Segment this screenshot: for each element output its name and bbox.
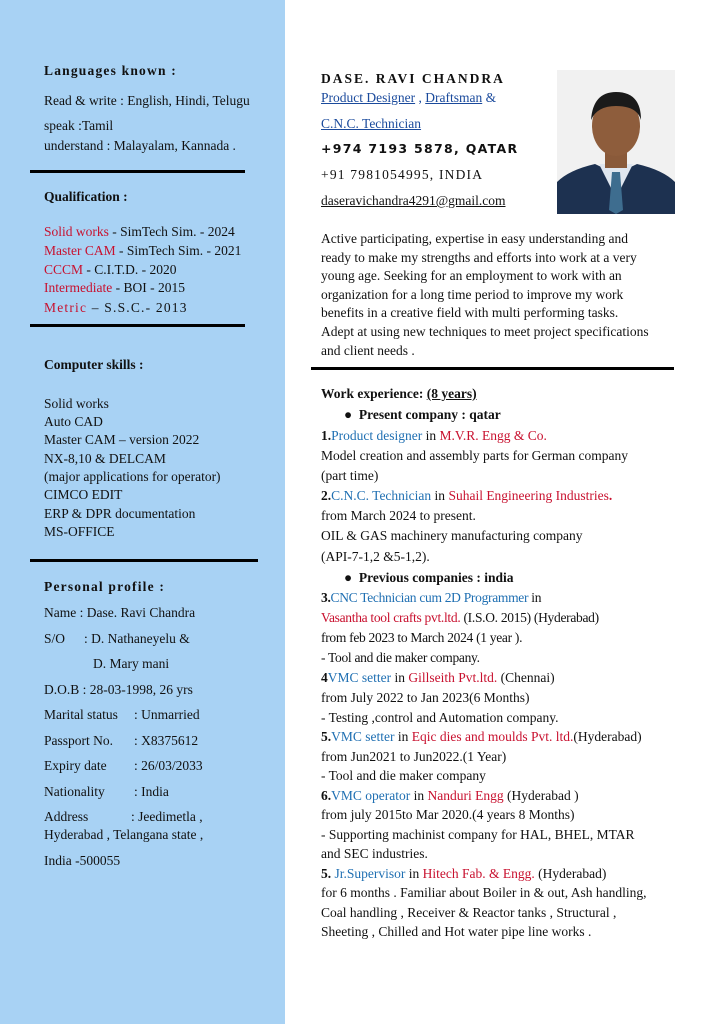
job-num: 5. xyxy=(321,866,335,881)
job-in: in xyxy=(391,670,409,685)
job-detail: and SEC industries. xyxy=(321,846,428,861)
summary-line: and client needs . xyxy=(321,343,415,358)
summary-line: Active participating, expertise in easy understanding and xyxy=(321,231,629,246)
job-detail: Sheeting , Chilled and Hot water pipe line works . xyxy=(321,924,592,939)
job-detail: from july 2015to Mar 2020.(4 years 8 Months) xyxy=(321,807,575,822)
job-company-line xyxy=(321,610,599,626)
job-detail: - Tool and die maker company. xyxy=(321,650,480,665)
languages-line: speak :Tamil xyxy=(44,118,114,133)
job-num: 6. xyxy=(321,788,332,803)
summary-line: ready to make my strengths and efforts into work at a very xyxy=(321,250,637,265)
job-location: (Hyderabad ) xyxy=(503,788,579,803)
job-title-line xyxy=(321,729,642,745)
qualification-label: CCCM xyxy=(44,262,84,277)
role-link[interactable]: C.N.C. Technician xyxy=(321,116,422,131)
job-detail: from March 2024 to present. xyxy=(321,508,476,523)
work-years: (8 years) xyxy=(426,386,477,401)
skill-item: CIMCO EDIT xyxy=(44,487,123,502)
job-role: Jr.Supervisor xyxy=(334,866,406,881)
profile-marital-label: Marital status xyxy=(44,707,118,722)
job-company: Suhail Engineering Industries xyxy=(448,488,609,503)
summary-line: Adept at using new techniques to meet project specifications xyxy=(321,324,649,339)
job-title-line xyxy=(321,590,541,606)
profile-photo xyxy=(557,70,675,214)
email-link[interactable]: daseravichandra4291@gmail.com xyxy=(321,193,506,208)
divider xyxy=(30,324,245,327)
job-detail: - Testing ,control and Automation company. xyxy=(321,710,559,725)
job-num: 3. xyxy=(321,590,331,605)
job-detail: from July 2022 to Jan 2023(6 Months) xyxy=(321,690,530,705)
bullet-icon: ● xyxy=(344,407,353,422)
qualification-item xyxy=(44,278,185,297)
skill-item: Auto CAD xyxy=(44,414,103,429)
job-role: VMC setter xyxy=(331,729,395,744)
job-title-line xyxy=(321,670,555,686)
qualification-item xyxy=(44,260,177,279)
job-num: 2. xyxy=(321,488,332,503)
qualification-item xyxy=(44,241,241,260)
profile-so-value2: D. Mary mani xyxy=(93,656,170,671)
qualification-title: Qualification : xyxy=(44,189,128,204)
job-detail: from feb 2023 to March 2024 (1 year ). xyxy=(321,630,523,645)
profile-so-value: : D. Nathaneyelu & xyxy=(84,631,190,646)
skill-item: MS-OFFICE xyxy=(44,524,115,539)
languages-title: Languages known : xyxy=(44,63,177,78)
job-detail: - Supporting machinist company for HAL, BHEL, MTAR xyxy=(321,827,635,842)
job-in: in xyxy=(422,428,440,443)
job-company: Hitech Fab. & Engg. xyxy=(422,866,535,881)
profile-address-line: India -500055 xyxy=(44,853,121,868)
summary-line: young age. Seeking for an employment to work with an xyxy=(321,268,622,283)
profile-address-label: Address xyxy=(44,809,89,824)
profile-marital-value: : Unmarried xyxy=(134,707,200,722)
qualification-detail: - SimTech Sim. - 2021 xyxy=(115,243,242,258)
phone-india: +91 7981054995, INDIA xyxy=(321,167,484,182)
qualification-detail: - C.I.T.D. - 2020 xyxy=(83,262,177,277)
role-sep: , xyxy=(415,90,426,105)
job-detail: for 6 months . Familiar about Boiler in & out, Ash handling, xyxy=(321,885,647,900)
qualification-label: Solid works xyxy=(44,224,109,239)
job-in: in xyxy=(431,488,449,503)
job-location: (Hyderabad) xyxy=(573,729,642,744)
profile-so-label: S/O xyxy=(44,631,66,646)
profile-expiry-label: Expiry date xyxy=(44,758,107,773)
job-location: (Chennai) xyxy=(497,670,555,685)
job-detail: Model creation and assembly parts for German company xyxy=(321,448,629,463)
role-link[interactable]: Draftsman xyxy=(425,90,483,105)
divider xyxy=(30,559,258,562)
skill-item: NX-8,10 & DELCAM xyxy=(44,451,166,466)
profile-dob: D.O.B : 28-03-1998, 26 yrs xyxy=(44,682,193,697)
summary-line: benefits in a creative field with multi performing tasks. xyxy=(321,305,619,320)
summary-line: organization for a long time period to improve my work xyxy=(321,287,624,302)
role-line xyxy=(321,90,496,106)
profile-address-value: : Jeedimetla , xyxy=(131,809,203,824)
previous-companies-heading xyxy=(344,570,514,586)
qualification-item xyxy=(44,222,235,241)
job-company: M.V.R. Engg & Co. xyxy=(439,428,547,443)
bullet-icon: ● xyxy=(344,570,353,585)
job-role: VMC operator xyxy=(331,788,411,803)
previous-companies-label: Previous companies : india xyxy=(358,570,514,585)
role-link[interactable]: Product Designer xyxy=(321,90,416,105)
job-title-line xyxy=(321,866,606,882)
job-detail: (part time) xyxy=(321,468,379,483)
job-num: 1. xyxy=(321,428,332,443)
job-dot: . xyxy=(608,488,613,503)
qualification-detail: – S.S.C.- 2013 xyxy=(87,300,188,315)
skill-item: (major applications for operator) xyxy=(44,469,221,484)
job-in: in xyxy=(405,866,423,881)
job-detail: from Jun2021 to Jun2022.(1 Year) xyxy=(321,749,507,764)
job-detail: OIL & GAS machinery manufacturing company xyxy=(321,528,583,543)
job-in: in xyxy=(410,788,428,803)
job-detail: Coal handling , Receiver & Reactor tanks , Structural , xyxy=(321,905,617,920)
languages-line: understand : Malayalam, Kannada . xyxy=(44,138,236,153)
present-company-heading xyxy=(344,407,501,423)
job-role: VMC setter xyxy=(327,670,392,685)
job-in: in xyxy=(528,590,542,605)
job-company: Eqic dies and moulds Pvt. ltd. xyxy=(411,729,574,744)
present-company-label: Present company : qatar xyxy=(358,407,501,422)
profile-passport-label: Passport No. xyxy=(44,733,114,748)
job-title-line xyxy=(321,788,579,804)
profile-nationality-value: : India xyxy=(134,784,169,799)
profile-address-line: Hyderabad , Telangana state , xyxy=(44,827,204,842)
divider xyxy=(30,170,245,173)
job-company: Nanduri Engg xyxy=(427,788,504,803)
job-detail: (API-7-1,2 &5-1,2). xyxy=(321,549,430,564)
qualification-label: Metric xyxy=(44,300,88,315)
work-title: Work experience: xyxy=(321,386,424,401)
job-title-line xyxy=(321,428,547,444)
job-title-line xyxy=(321,488,612,504)
personal-profile-title: Personal profile : xyxy=(44,579,166,594)
profile-nationality-label: Nationality xyxy=(44,784,105,799)
phone-qatar: +974 7193 5878, QATAR xyxy=(321,141,519,156)
role-sep: & xyxy=(482,90,497,105)
skill-item: ERP & DPR documentation xyxy=(44,506,196,521)
job-location: (I.S.O. 2015) (Hyderabad) xyxy=(460,610,599,625)
job-num: 4 xyxy=(321,670,328,685)
job-location: (Hyderabad) xyxy=(534,866,607,881)
qualification-label: Master CAM xyxy=(44,243,116,258)
job-num: 5. xyxy=(321,729,332,744)
job-in: in xyxy=(394,729,412,744)
role-line xyxy=(321,116,421,132)
job-detail: - Tool and die maker company xyxy=(321,768,486,783)
person-avatar-icon xyxy=(557,70,675,214)
job-role: Product designer xyxy=(331,428,423,443)
job-company: Vasantha tool crafts pvt.ltd. xyxy=(321,610,461,625)
computer-skills-title: Computer skills : xyxy=(44,357,144,372)
qualification-item xyxy=(44,298,188,317)
qualification-detail: - SimTech Sim. - 2024 xyxy=(108,224,235,239)
skill-item: Master CAM – version 2022 xyxy=(44,432,200,447)
job-role: C.N.C. Technician xyxy=(331,488,432,503)
languages-line: Read & write : English, Hindi, Telugu xyxy=(44,93,250,108)
divider xyxy=(311,367,674,370)
candidate-name: DASE. RAVI CHANDRA xyxy=(321,71,505,86)
qualification-label: Intermediate xyxy=(44,280,113,295)
profile-passport-value: : X8375612 xyxy=(134,733,199,748)
work-experience-title xyxy=(321,386,477,402)
profile-name: Name : Dase. Ravi Chandra xyxy=(44,605,196,620)
job-role: CNC Technician cum 2D Programmer xyxy=(330,590,529,605)
qualification-detail: - BOI - 2015 xyxy=(112,280,185,295)
profile-expiry-value: : 26/03/2033 xyxy=(134,758,203,773)
job-company: Gillseith Pvt.ltd. xyxy=(408,670,498,685)
skill-item: Solid works xyxy=(44,396,109,411)
